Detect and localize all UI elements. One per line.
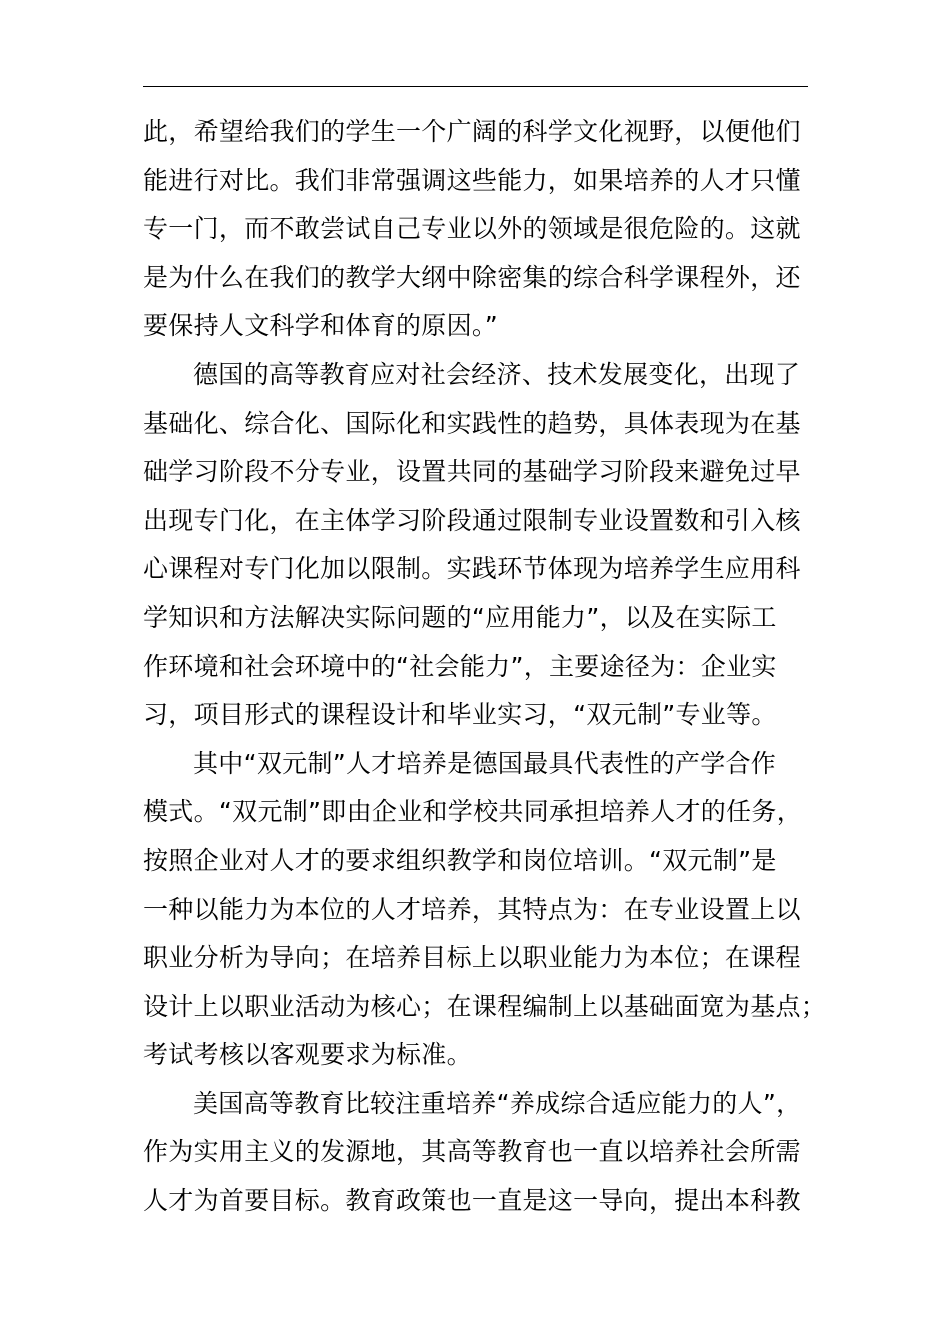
header-rule (143, 86, 808, 87)
text-line-indented: 其中“双元制”人才培养是德国最具代表性的产学合作 (193, 748, 777, 778)
text-line: 职业分析为导向；在培养目标上以职业能力为本位；在课程 (143, 943, 801, 973)
text-line: 作环境和社会环境中的“社会能力”，主要途径为：企业实 (143, 651, 777, 681)
text-line: 础学习阶段不分专业，设置共同的基础学习阶段来避免过早 (143, 457, 801, 487)
text-line: 心课程对专门化加以限制。实践环节体现为培养学生应用科 (143, 554, 801, 584)
text-line: 要保持人文科学和体育的原因。” (143, 311, 498, 341)
paragraph (143, 1080, 833, 1226)
text-line: 习，项目形式的课程设计和毕业实习，“双元制”专业等。 (143, 700, 777, 730)
text-line: 此，希望给我们的学生一个广阔的科学文化视野，以便他们 (143, 117, 801, 146)
text-line: 专一门，而不敢尝试自己专业以外的领域是很危险的。这就 (143, 214, 801, 244)
text-line: 按照企业对人才的要求组织教学和岗位培训。“双元制”是 (143, 845, 777, 875)
text-line-indented: 美国高等教育比较注重培养“养成综合适应能力的人”， (193, 1088, 802, 1118)
text-line: 能进行对比。我们非常强调这些能力，如果培养的人才只懂 (143, 165, 801, 195)
text-line: 模式。“双元制”即由企业和学校共同承担培养人才的任务， (143, 797, 803, 827)
text-line: 是为什么在我们的教学大纲中除密集的综合科学课程外，还 (143, 262, 801, 292)
body-text (143, 108, 833, 1226)
text-line: 设计上以职业活动为核心；在课程编制上以基础面宽为基点； (143, 991, 827, 1021)
paragraph (143, 740, 833, 1080)
text-line: 基础化、综合化、国际化和实践性的趋势，具体表现为在基 (143, 408, 801, 438)
text-line: 考试考核以客观要求为标准。 (143, 1040, 472, 1070)
paragraph (143, 351, 833, 740)
text-line: 作为实用主义的发源地，其高等教育也一直以培养社会所需 (143, 1137, 801, 1167)
text-line: 出现专门化，在主体学习阶段通过限制专业设置数和引入核 (143, 505, 801, 535)
text-line: 学知识和方法解决实际问题的“应用能力”，以及在实际工 (143, 602, 777, 632)
text-line-indented: 德国的高等教育应对社会经济、技术发展变化，出现了 (193, 359, 801, 389)
text-line: 一种以能力为本位的人才培养，其特点为：在专业设置上以 (143, 894, 801, 924)
text-line: 人才为首要目标。教育政策也一直是这一导向，提出本科教 (143, 1186, 801, 1216)
paragraph (143, 108, 833, 351)
